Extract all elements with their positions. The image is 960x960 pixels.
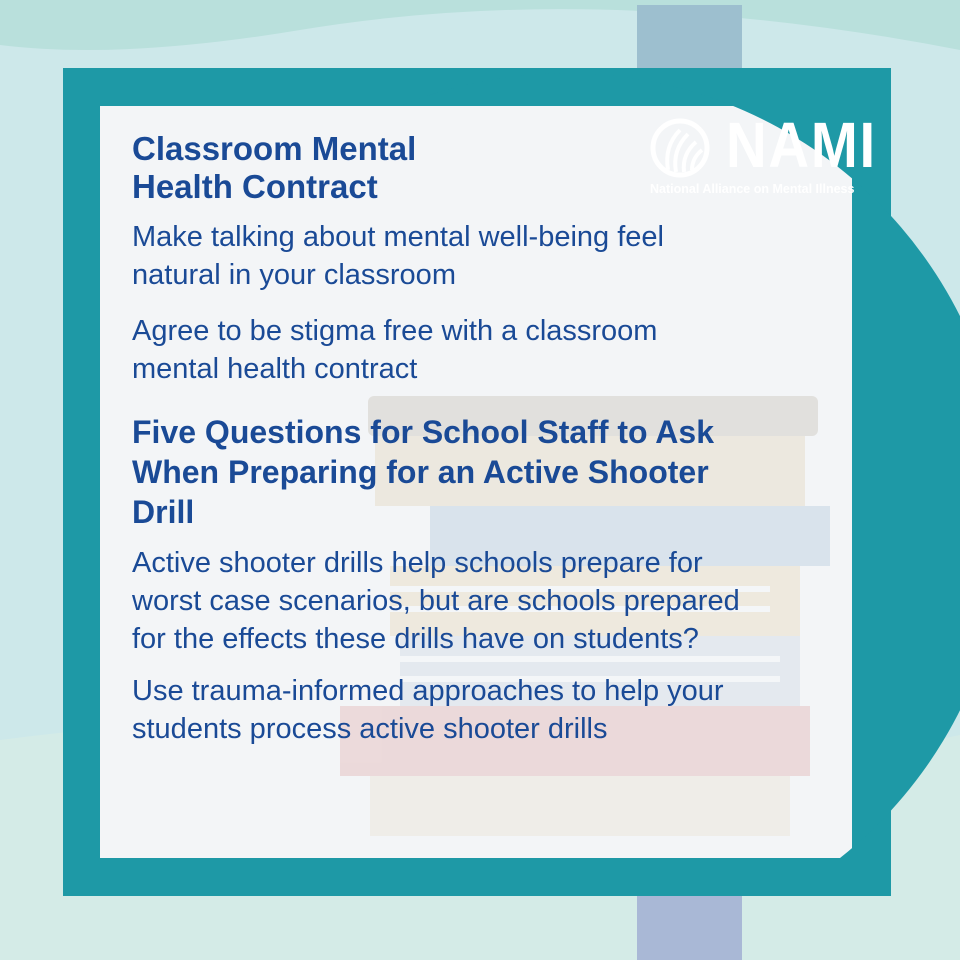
sign-post-bottom <box>637 890 742 960</box>
article-content <box>132 130 772 748</box>
logo-wordmark: NAMI <box>726 109 877 181</box>
sign-post-top <box>637 5 742 75</box>
section-paragraph: Agree to be stigma free with a classroom mental health contract <box>132 315 658 385</box>
section-heading: Five Questions for School Staff to Ask When Preparing for an Active Shooter Drill <box>132 414 714 530</box>
section-paragraph: Make talking about mental well-being feel natural in your classroom <box>132 221 664 291</box>
content-panel <box>100 106 877 858</box>
section-paragraph: Active shooter drills help schools prepare for worst case scenarios, but are schools prepared for the effects these drills have on students? <box>132 547 740 655</box>
section-paragraph: Use trauma-informed approaches to help your students process active shooter drills <box>132 675 724 745</box>
logo-tagline: National Alliance on Mental Illness <box>650 182 855 196</box>
section-heading: Classroom Mental Health Contract <box>132 130 417 205</box>
